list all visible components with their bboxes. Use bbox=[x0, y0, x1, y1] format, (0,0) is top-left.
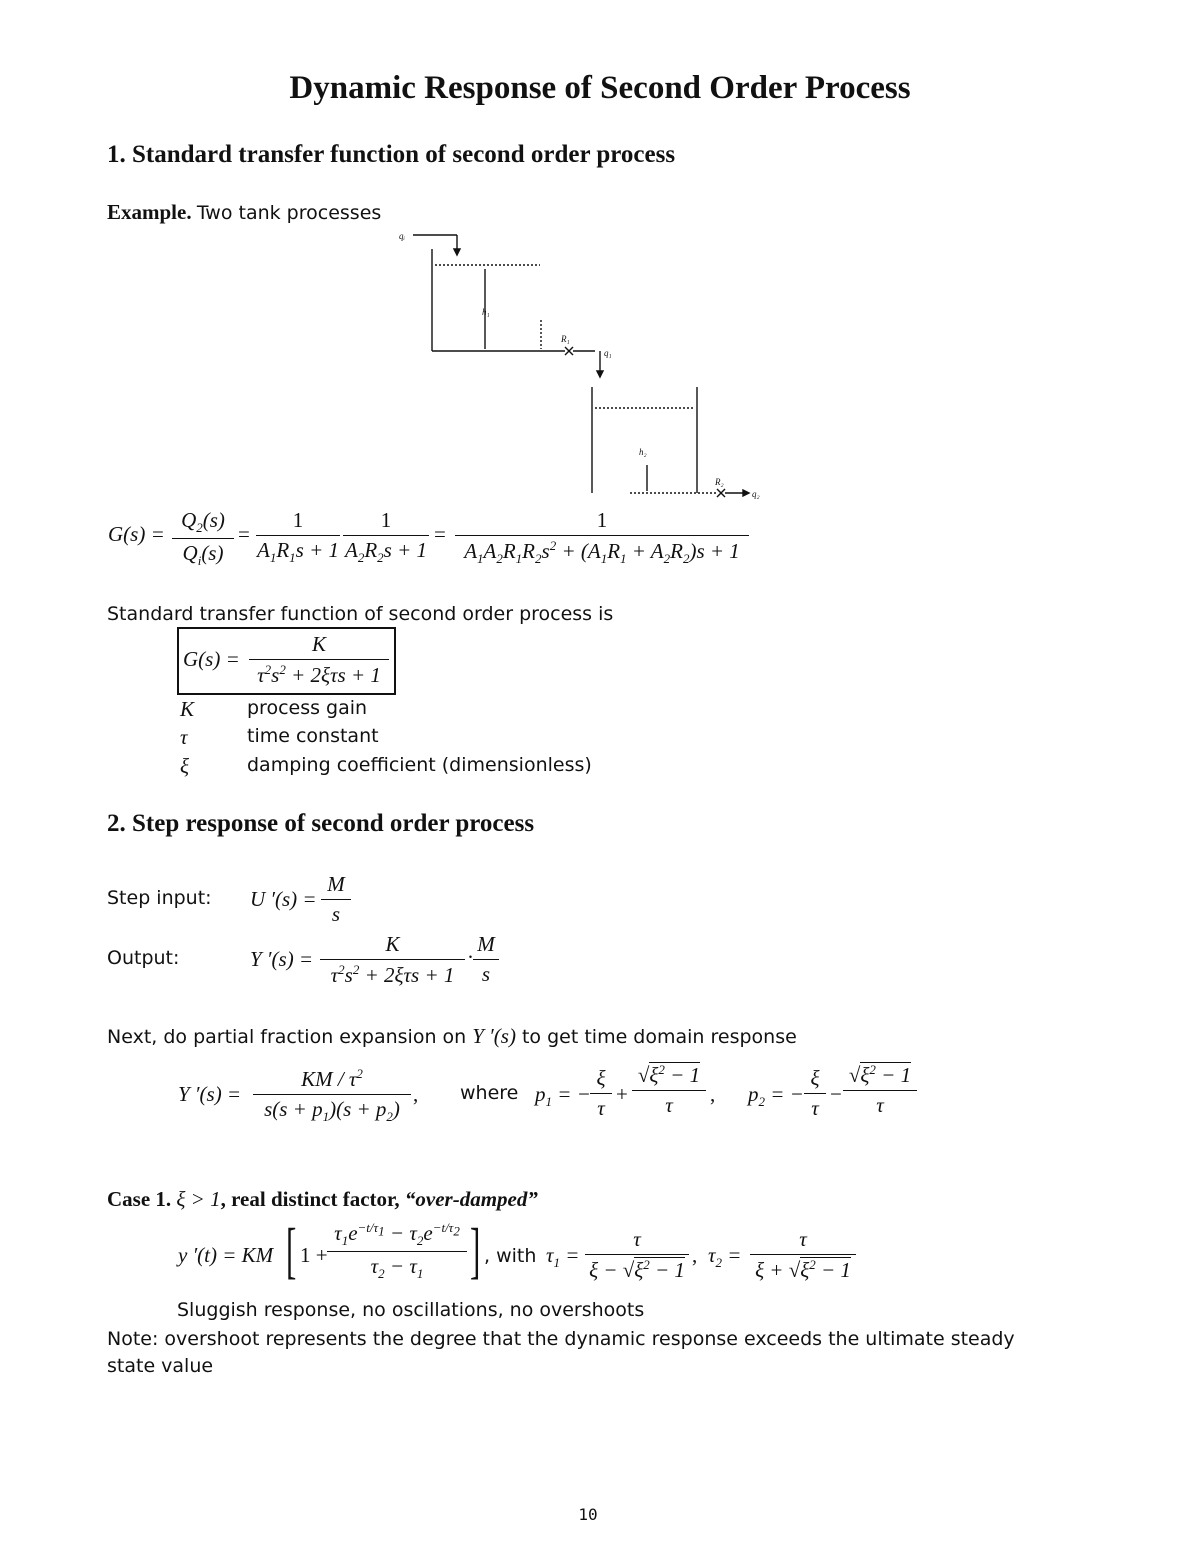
eq-p2-term2: $√\xi^2 - 1$ τ bbox=[843, 1062, 917, 1118]
eq-step-input: U ′(s) = bbox=[250, 887, 317, 911]
eq-fraction-combined: 1 $A_1A_2R_1R_2s^2 + (A_1R_1 + A_2R_2)s + 1$ bbox=[455, 508, 749, 567]
case-1-heading bbox=[107, 1187, 538, 1212]
eq-step-input-fraction: M s bbox=[321, 872, 351, 927]
eq-output-fraction: K $\tau^2s^2 + 2\xi\tau s + 1$ bbox=[320, 932, 465, 988]
label-r1: R₁ bbox=[561, 334, 570, 344]
param-desc: damping coefficient (dimensionless) bbox=[247, 754, 592, 776]
page-number: 10 bbox=[578, 1505, 598, 1524]
case-1-condition: ξ > 1 bbox=[176, 1187, 221, 1211]
eq-p2-lhs: $p_2$ = − bbox=[748, 1082, 804, 1110]
label-r2: R₂ bbox=[715, 477, 724, 487]
eq-tau1-lhs: $\tau_1$ = bbox=[546, 1243, 580, 1271]
example-label: Example. bbox=[107, 200, 192, 224]
label-h1: h₁ bbox=[482, 307, 490, 317]
overshoot-note: Note: overshoot represents the degree that the dynamic response exceeds the ultimate steady state value bbox=[107, 1328, 1015, 1377]
standard-tf-box: G(s) = K $\tau^2s^2 + 2\xi\tau s + 1$ bbox=[177, 627, 396, 695]
standard-intro: Standard transfer function of second order process is bbox=[107, 603, 614, 625]
param-symbol: K bbox=[180, 697, 195, 721]
eq-inline-y: Y ′(s) bbox=[472, 1024, 516, 1048]
eq-tau2-fraction: τ $\xi + √\xi^2 - 1$ bbox=[750, 1227, 856, 1283]
standard-tf-fraction: K $\tau^2s^2 + 2\xi\tau s + 1$ bbox=[249, 632, 389, 688]
eq-tau2-lhs: $\tau_2$ = bbox=[708, 1243, 742, 1271]
page-title: Dynamic Response of Second Order Process bbox=[289, 70, 911, 106]
eq-y-t-lhs: y ′(t) = KM bbox=[178, 1243, 274, 1267]
partial-fraction-post: to get time domain response bbox=[521, 1026, 797, 1048]
param-symbol: ξ bbox=[180, 754, 189, 778]
label-h2: h₂ bbox=[639, 447, 647, 457]
section-2-heading: 2. Step response of second order process bbox=[107, 810, 535, 837]
section-1-heading: 1. Standard transfer function of second order process bbox=[107, 141, 676, 168]
two-tank-diagram bbox=[395, 225, 785, 505]
partial-fraction-line bbox=[107, 1024, 797, 1049]
sluggish-text: Sluggish response, no oscillations, no overshoots bbox=[177, 1299, 645, 1321]
eq-fraction-tank1: 1 $A_1R_1s + 1$ bbox=[257, 508, 339, 566]
eq-p1-lhs: $p_1$ = − bbox=[535, 1082, 591, 1110]
eq-partial-fraction: KM / $\tau^2$ $s(s + p_1)(s + p_2)$ bbox=[253, 1066, 411, 1125]
label-q2: q₂ bbox=[752, 489, 760, 499]
eq-p1-term1: ξ τ bbox=[590, 1066, 612, 1121]
eq-y-t-fraction: $\tau_1e^{-t/\tau_1} - \tau_2e^{-t/\tau_2}$ $\tau_2 - \tau_1$ bbox=[327, 1220, 467, 1282]
eq-output-fraction-ms: M s bbox=[473, 932, 499, 987]
eq-tau1-fraction: τ $\xi - √\xi^2 - 1$ bbox=[585, 1227, 689, 1283]
param-desc: process gain bbox=[247, 697, 368, 719]
eq-fraction-tank2: 1 $A_2R_2s + 1$ bbox=[345, 508, 427, 566]
param-desc: time constant bbox=[247, 725, 379, 747]
eq-output: Y ′(s) = bbox=[250, 947, 314, 971]
label-qi: qᵢ bbox=[399, 231, 405, 241]
case-1-label: Case 1. bbox=[107, 1187, 172, 1211]
label-q1: q₁ bbox=[604, 348, 612, 358]
eq-fraction-q2-qi: $Q_2(s)$ $Q_i(s)$ bbox=[172, 508, 234, 569]
output-label: Output: bbox=[107, 947, 180, 969]
eq-partial-lhs: Y ′(s) = bbox=[178, 1082, 242, 1106]
eq-gs-lhs: G(s) = bbox=[108, 522, 165, 546]
partial-fraction-pre: Next, do partial fraction expansion on bbox=[107, 1026, 467, 1048]
param-symbol: τ bbox=[180, 725, 188, 749]
with-label: , with bbox=[484, 1245, 537, 1267]
step-input-label: Step input: bbox=[107, 887, 212, 909]
example-line bbox=[107, 200, 381, 225]
eq-p1-term2: $√\xi^2 - 1$ τ bbox=[632, 1062, 706, 1118]
example-text: Two tank processes bbox=[196, 202, 382, 224]
case-1-text: , real distinct factor, bbox=[220, 1187, 400, 1211]
where-label: where bbox=[460, 1082, 519, 1104]
case-1-quote: “over-damped” bbox=[404, 1187, 538, 1211]
eq-p2-term1: ξ τ bbox=[804, 1066, 826, 1121]
